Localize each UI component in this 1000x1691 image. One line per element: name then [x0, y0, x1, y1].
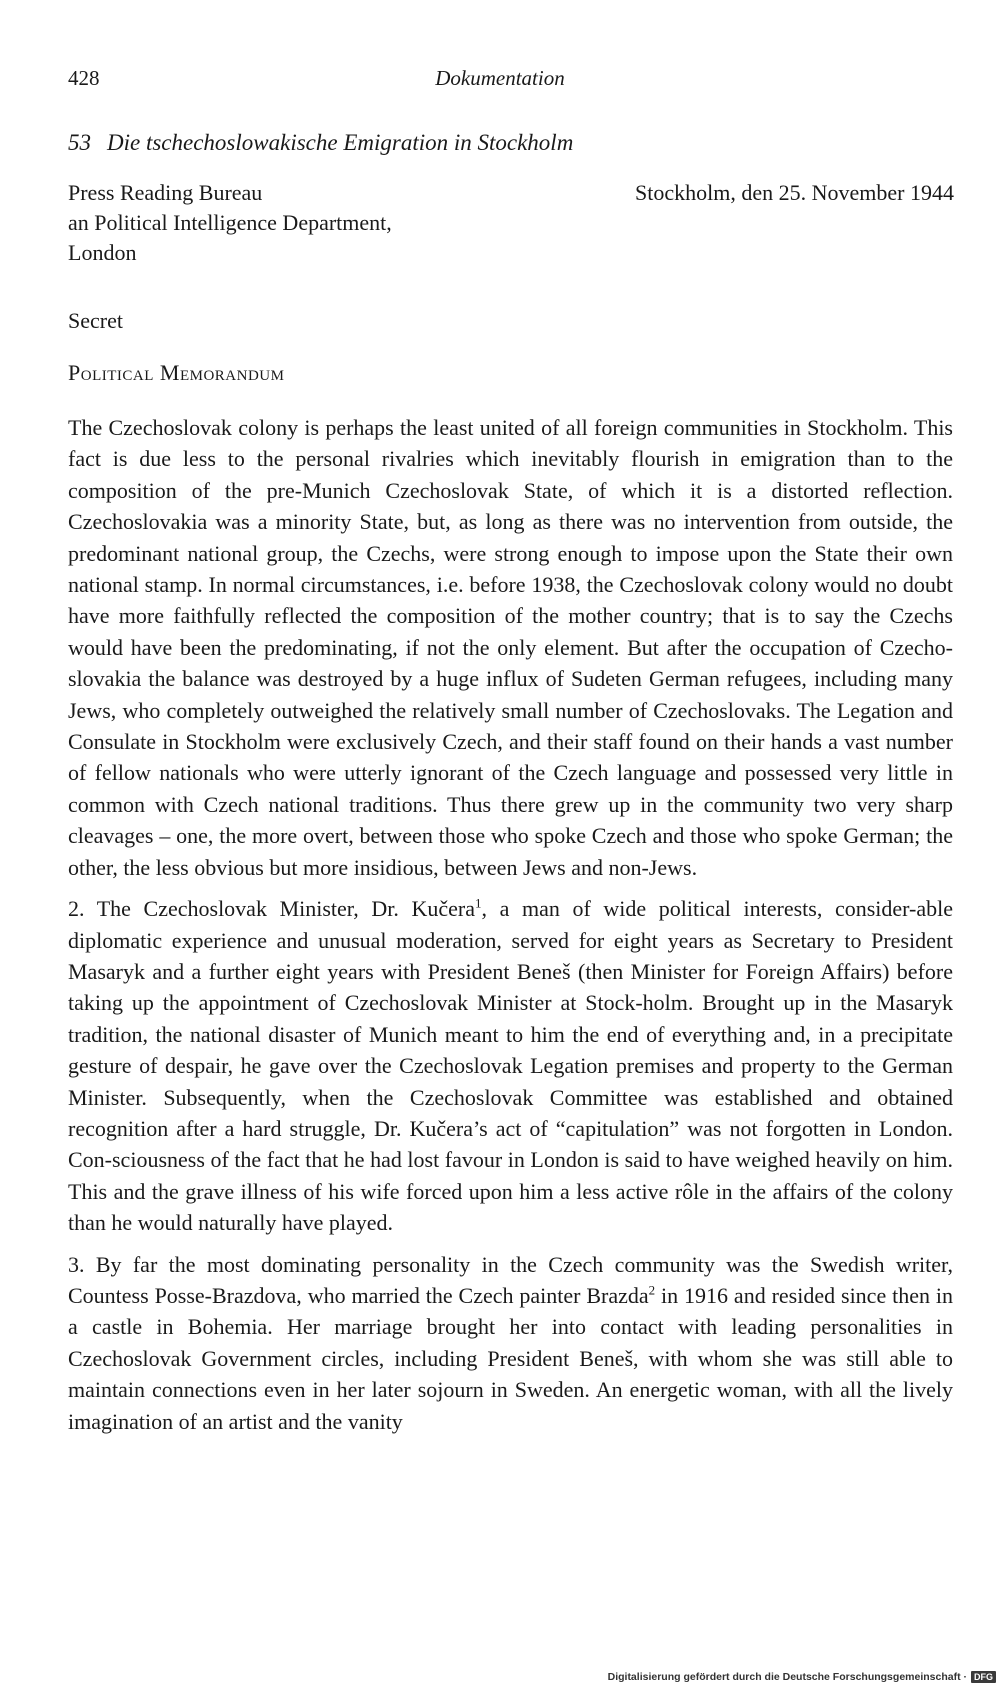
sender-line: an Political Intelligence Department, — [68, 210, 392, 235]
memo-heading: Political Memorandum — [68, 360, 285, 385]
credit-text: Digitalisierung gefördert durch die Deutsche Forschungsgemeinschaft · — [607, 1671, 967, 1683]
dfg-logo: DFG — [971, 1671, 996, 1683]
paragraph-text: 3. By far the most dominating personality in the Czech community was the Swedish writer, Countess Posse-Brazdova, who married the Czech painter Brazda — [68, 1251, 953, 1308]
digitization-credit — [608, 1669, 996, 1685]
footnote-marker: 1 — [474, 895, 482, 911]
document-title — [68, 130, 573, 156]
paragraph-text: 2. The Czechoslovak Minister, Dr. Kučera — [68, 896, 475, 922]
document-title-text: Die tschechoslowakische Emigration in Stockholm — [107, 130, 574, 155]
paragraph — [68, 893, 953, 1238]
paragraph — [68, 1249, 953, 1437]
paragraph-text: The Czechoslovak colony is perhaps the least united of all foreign communities in Stockholm. This fact is due less to the personal rivalries which inevitably flourish in emigration than to the composition of the pre-Munich Czechoslovak State, of which it is a distorted reflection. Czechoslovakia was a minority State, but, as long as there was no intervention from outside, the predominant national group, the Czechs, were strong enough to impose upon the State their own national stamp. In normal circumstances, i.e. before 1938, the Czechoslovak colony would no doubt have more faithfully reflected the composition of the mother country; that is to say the Czechs would have been the predominating, if not the only element. But after the occupation of Czecho-slovakia the balance was destroyed by a huge influx of Sudeten German refugees, including many Jews, who completely outweighed the relatively small number of Czechoslovaks. The Legation and Consulate in Stockholm were exclusively Czech, and their staff found on their hands a vast number of fellow nationals who were utterly ignorant of the Czech language and possessed very little in common with Czech national traditions. Thus there grew up in the community two very sharp cleavages – one, the more overt, between those who spoke Czech and those who spoke German; the other, the less obvious but more insidious, between Jews and non-Jews. — [68, 415, 953, 880]
classification-label: Secret — [68, 308, 123, 333]
page-header — [68, 66, 932, 96]
sender-line: Press Reading Bureau — [68, 180, 263, 205]
document-number: 53 — [68, 130, 91, 155]
sender-line: London — [68, 240, 137, 265]
place-date: Stockholm, den 25. November 1944 — [635, 180, 954, 205]
running-title: Dokumentation — [435, 66, 565, 90]
footnote-marker: 2 — [648, 1282, 656, 1298]
page-number: 428 — [68, 66, 100, 90]
sender-block — [68, 178, 392, 268]
paragraph-text: , a man of wide political interests, consider-able diplomatic experience and unusual moderation, served for eight years as Secretary to President Masaryk and a further eight years with President Beneš (then Minister for Foreign Affairs) before taking up the appointment of Czechoslovak Minister at Stock-holm. Brought up in the Masaryk tradition, the national disaster of Munich meant to him the end of everything and, in a precipitate gesture of despair, he gave over the Czechoslovak Legation premises and property to the German Minister. Subsequently, when the Czechoslovak Committee was established and obtained recognition after a hard struggle, Dr. Kučera’s act of “capitulation” was not forgotten in London. Con-sciousness of the fact that he had lost favour in London is said to have weighed heavily on him. This and the grave illness of his wife forced upon him a less active rôle in the affairs of the colony than he would naturally have played. — [68, 896, 953, 1236]
paragraph — [68, 412, 953, 883]
memo-body — [68, 412, 953, 1447]
paragraph-text: in 1916 and resided since then in a castle in Bohemia. Her marriage brought her into contact with leading personalities in Czechoslovak Government circles, including President Beneš, with whom she was still able to maintain connections even in her later sojourn in Sweden. An energetic woman, with all the lively imagination of an artist and the vanity — [68, 1282, 953, 1434]
